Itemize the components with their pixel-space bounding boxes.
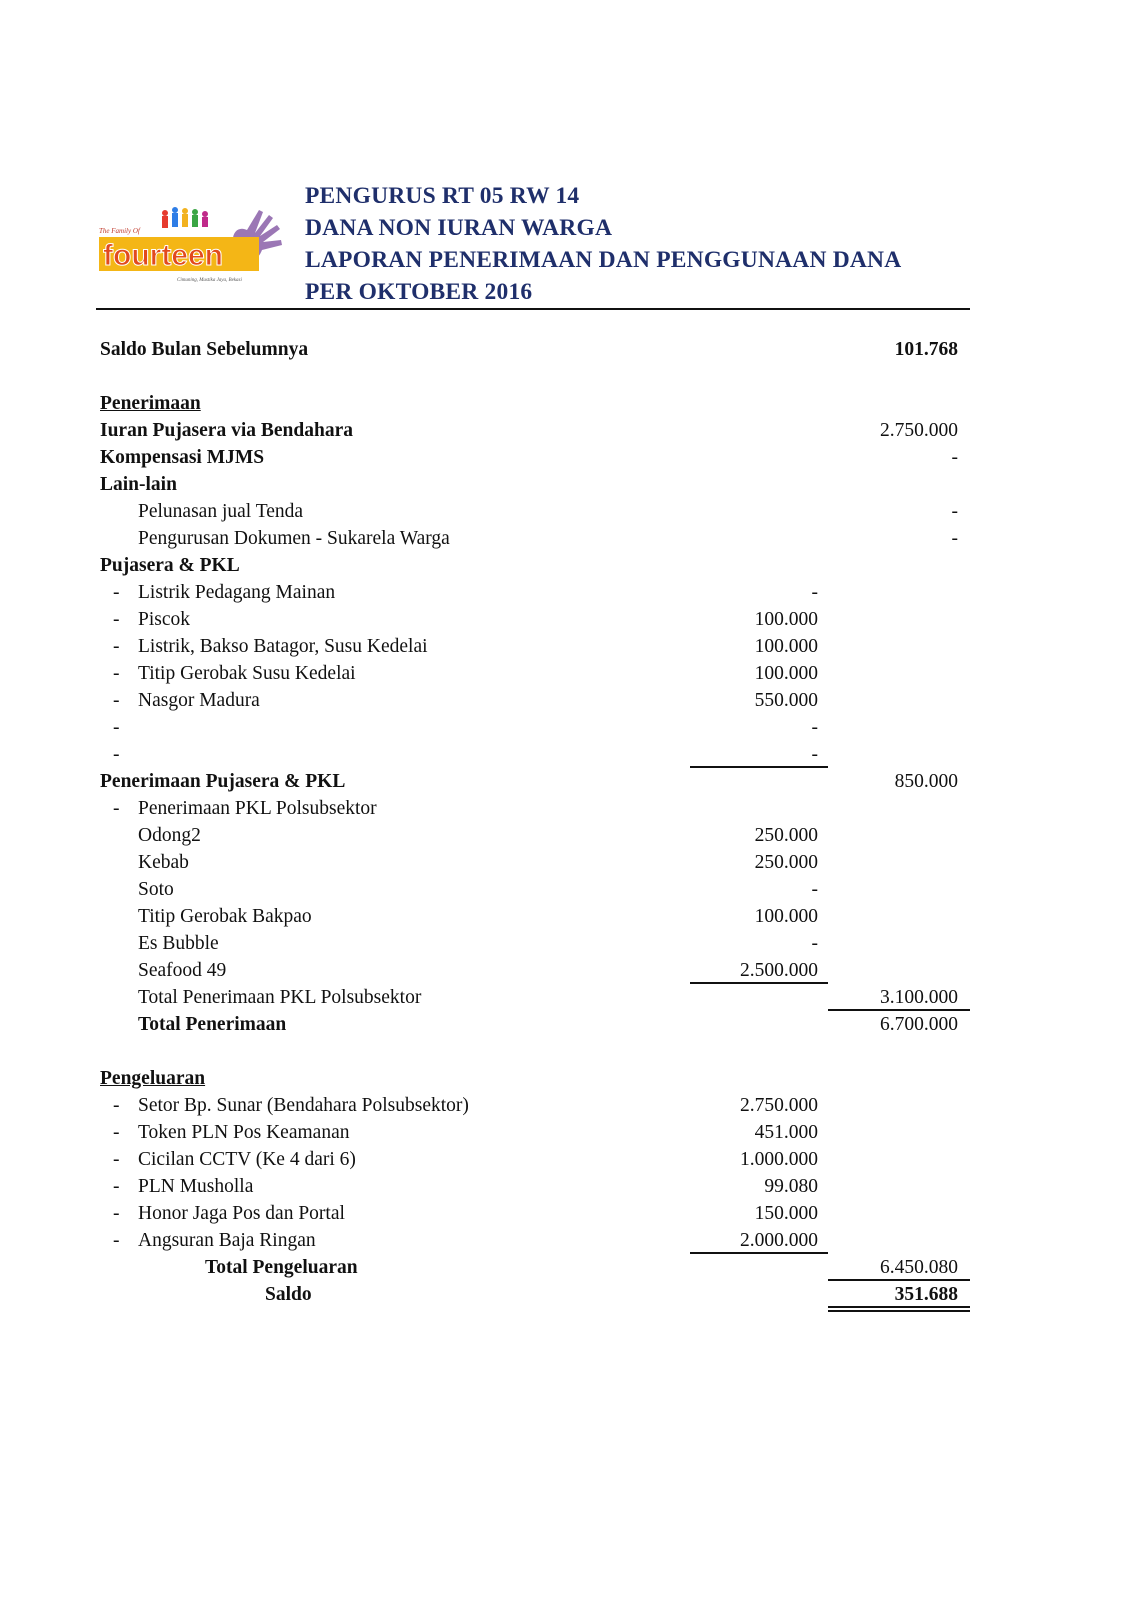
- table-row: [0, 876, 1130, 903]
- row-dash: -: [113, 1095, 120, 1116]
- row-label: Nasgor Madura: [138, 690, 260, 711]
- logo-brand: fourteen: [103, 239, 223, 272]
- row-amount: -: [811, 582, 818, 603]
- row-dash: -: [113, 582, 120, 603]
- kompensasi-label: Kompensasi MJMS: [100, 447, 265, 468]
- saldo-awal-row: [0, 336, 1130, 363]
- row-dash: -: [113, 636, 120, 657]
- dokumen-value: -: [951, 528, 958, 549]
- row-amount: 550.000: [754, 690, 818, 711]
- dokumen-label: Pengurusan Dokumen - Sukarela Warga: [138, 528, 450, 549]
- saldo-akhir-label: Saldo: [265, 1284, 312, 1305]
- pengeluaran-heading-row: [0, 1065, 1130, 1092]
- table-row: [0, 1146, 1130, 1173]
- pkl-total-row: [0, 984, 1130, 1011]
- table-row: [0, 606, 1130, 633]
- row-amount: -: [811, 879, 818, 900]
- table-row: [0, 1092, 1130, 1119]
- fourteen-logo: [97, 205, 285, 285]
- header-title-4: PER OKTOBER 2016: [305, 279, 533, 305]
- row-amount: -: [811, 933, 818, 954]
- pkl-total-value: 3.100.000: [880, 987, 958, 1008]
- row-amount: 100.000: [754, 663, 818, 684]
- pujasera-total-row: [0, 768, 1130, 795]
- row-dash: -: [113, 1122, 120, 1143]
- row-label: Token PLN Pos Keamanan: [138, 1122, 350, 1143]
- table-row: [0, 633, 1130, 660]
- header-rule: [96, 308, 970, 310]
- row-label: Listrik Pedagang Mainan: [138, 582, 336, 603]
- total-penerimaan-label: Total Penerimaan: [138, 1014, 287, 1035]
- row-dash: -: [113, 1230, 120, 1251]
- row-amount: 250.000: [754, 852, 818, 873]
- row-amount: 2.000.000: [740, 1230, 818, 1251]
- kompensasi-row: [0, 444, 1130, 471]
- pengeluaran-heading: Pengeluaran: [100, 1068, 206, 1089]
- row-dash: -: [113, 609, 120, 630]
- row-label: Angsuran Baja Ringan: [138, 1230, 316, 1251]
- row-label: Setor Bp. Sunar (Bendahara Polsubsektor): [138, 1095, 469, 1116]
- row-label: Es Bubble: [138, 933, 219, 954]
- table-row: [0, 849, 1130, 876]
- logo-tagline-bottom: Cimuning, Mustika Jaya, Bekasi: [177, 278, 242, 283]
- saldo-awal-value: 101.768: [894, 339, 958, 360]
- row-label: Listrik, Bakso Batagor, Susu Kedelai: [138, 636, 428, 657]
- pujasera-heading: Pujasera & PKL: [100, 555, 240, 576]
- header-title-2: DANA NON IURAN WARGA: [305, 215, 613, 241]
- double-rule-top: [828, 1306, 970, 1308]
- row-dash: -: [113, 744, 120, 765]
- iuran-value: 2.750.000: [880, 420, 958, 441]
- iuran-row: [0, 417, 1130, 444]
- row-label: Cicilan CCTV (Ke 4 dari 6): [138, 1149, 356, 1170]
- row-amount: 250.000: [754, 825, 818, 846]
- total-penerimaan-row: [0, 1011, 1130, 1038]
- kompensasi-value: -: [951, 447, 958, 468]
- row-label: Titip Gerobak Susu Kedelai: [138, 663, 356, 684]
- total-penerimaan-value: 6.700.000: [880, 1014, 958, 1035]
- dokumen-row: [0, 525, 1130, 552]
- row-label: Seafood 49: [138, 960, 227, 981]
- lain-lain-row: [0, 471, 1130, 498]
- table-row: [0, 1173, 1130, 1200]
- table-row: [0, 1227, 1130, 1254]
- family-figures-icon: [162, 207, 208, 228]
- tenda-label: Pelunasan jual Tenda: [138, 501, 304, 522]
- total-pengeluaran-row: [0, 1254, 1130, 1281]
- pkl-heading-row: [0, 795, 1130, 822]
- row-amount: -: [811, 744, 818, 765]
- row-label: Soto: [138, 879, 174, 900]
- table-row: [0, 903, 1130, 930]
- lain-lain-label: Lain-lain: [100, 474, 177, 495]
- table-row: [0, 957, 1130, 984]
- row-amount: 99.080: [764, 1176, 818, 1197]
- row-label: Kebab: [138, 852, 189, 873]
- table-row: [0, 579, 1130, 606]
- table-row: [0, 930, 1130, 957]
- row-amount: -: [811, 717, 818, 738]
- row-label: PLN Musholla: [138, 1176, 254, 1197]
- table-row: [0, 1200, 1130, 1227]
- row-amount: 451.000: [754, 1122, 818, 1143]
- row-dash: -: [113, 1149, 120, 1170]
- penerimaan-heading: Penerimaan: [100, 393, 201, 414]
- pujasera-heading-row: [0, 552, 1130, 579]
- report-header: [305, 180, 901, 308]
- row-amount: 1.000.000: [740, 1149, 818, 1170]
- row-amount: 2.500.000: [740, 960, 818, 981]
- penerimaan-heading-row: [0, 390, 1130, 417]
- table-row: [0, 741, 1130, 768]
- table-row: [0, 1119, 1130, 1146]
- row-dash: -: [113, 798, 120, 819]
- iuran-label: Iuran Pujasera via Bendahara: [100, 420, 353, 441]
- total-pengeluaran-value: 6.450.080: [880, 1257, 958, 1278]
- row-dash: -: [113, 690, 120, 711]
- tenda-value: -: [951, 501, 958, 522]
- saldo-akhir-row: [0, 1281, 1130, 1308]
- row-dash: -: [113, 1176, 120, 1197]
- logo-tagline-top: The Family Of: [99, 227, 140, 235]
- row-label: Honor Jaga Pos dan Portal: [138, 1203, 345, 1224]
- tenda-row: [0, 498, 1130, 525]
- header-title-3: LAPORAN PENERIMAAN DAN PENGGUNAAN DANA: [305, 247, 902, 273]
- row-amount: 100.000: [754, 636, 818, 657]
- row-amount: 100.000: [754, 609, 818, 630]
- pujasera-total-value: 850.000: [894, 771, 958, 792]
- double-rule-bottom: [828, 1310, 970, 1312]
- saldo-akhir-value: 351.688: [894, 1284, 958, 1305]
- row-label: Titip Gerobak Bakpao: [138, 906, 312, 927]
- row-dash: -: [113, 717, 120, 738]
- total-pengeluaran-label: Total Pengeluaran: [205, 1257, 358, 1278]
- row-dash: -: [113, 663, 120, 684]
- table-row: [0, 822, 1130, 849]
- pujasera-total-label: Penerimaan Pujasera & PKL: [100, 771, 346, 792]
- table-row: [0, 714, 1130, 741]
- row-amount: 2.750.000: [740, 1095, 818, 1116]
- table-row: [0, 687, 1130, 714]
- row-dash: -: [113, 1203, 120, 1224]
- pkl-total-label: Total Penerimaan PKL Polsubsektor: [138, 987, 422, 1008]
- row-amount: 150.000: [754, 1203, 818, 1224]
- row-label: Piscok: [138, 609, 191, 630]
- table-row: [0, 660, 1130, 687]
- row-amount: 100.000: [754, 906, 818, 927]
- saldo-awal-label: Saldo Bulan Sebelumnya: [100, 339, 309, 360]
- header-title-1: PENGURUS RT 05 RW 14: [305, 183, 580, 209]
- pkl-heading-label: Penerimaan PKL Polsubsektor: [138, 798, 377, 819]
- row-label: Odong2: [138, 825, 201, 846]
